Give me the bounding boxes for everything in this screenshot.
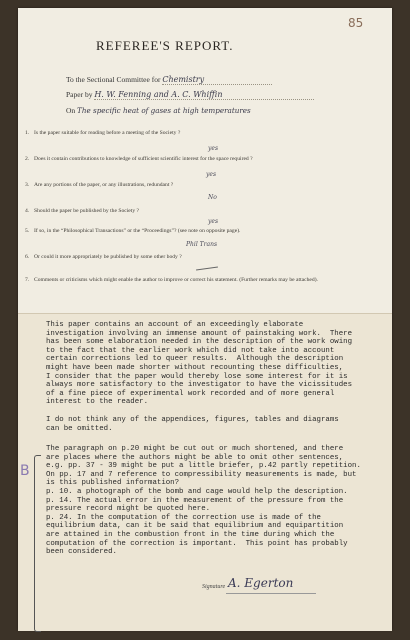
paper-by-value: H. W. Fenning and A. C. Whiffin xyxy=(94,90,314,100)
paper-on-label: On xyxy=(66,106,76,115)
question-text: Comments or criticisms which might enable the author to improve or correct his statement. (Further remarks may be attached). xyxy=(34,277,318,283)
margin-bracket xyxy=(34,455,41,632)
question-5: 5. If so, in the “Philosophical Transactions” or the “Proceedings”? (see note on opposite page). xyxy=(25,228,241,234)
question-text: If so, in the “Philosophical Transactions” or the “Proceedings”? (see note on opposite page). xyxy=(34,228,241,234)
margin-mark: B xyxy=(20,463,30,479)
question-1: 1. Is the paper suitable for reading before a meeting of the Society ? xyxy=(25,130,181,136)
signature-value: A. Egerton xyxy=(228,576,294,590)
answer-4: yes xyxy=(208,218,219,225)
report-paragraph-3: The paragraph on p.20 might be cut out or much shortened, and there are places where the authors might be able to omit other sentences, e.g. pp. 37 - 39 might be put a little briefer, p.42 partly repetition. On pp. 17 and 7 reference to compressibility measurements is made, but is this published information? p. 10. a photograph of the bomb and cage would help the description. p. 14. The actual error in the measurement of the pressure from the pressure record might be quoted here. p. 24. In the computation of the correction use is made of the equilibrium data, can it be said that equilibrium and equipartition are attained in the combustion front in the time during which the computation of the correction is important. This point has probably been considered. xyxy=(46,445,361,557)
answer-5: Phil Trans xyxy=(186,241,218,248)
signature-label: Signature xyxy=(202,584,226,590)
answer-2: yes xyxy=(206,171,217,178)
committee-label: To the Sectional Committee for xyxy=(66,75,161,84)
question-text: Is the paper suitable for reading before a meeting of the Society ? xyxy=(34,130,181,136)
question-7: 7. Comments or criticisms which might enable the author to improve or correct his statement. (Further remarks may be attached). xyxy=(25,277,318,283)
question-text: Should the paper be published by the Society ? xyxy=(34,208,140,214)
committee-field xyxy=(66,75,272,85)
paper-by-field xyxy=(66,90,314,100)
question-text: Does it contain contributions to knowledge of sufficient scientific interest for the space required ? xyxy=(34,156,253,162)
paper-by-label: Paper by xyxy=(66,90,93,99)
page-title: REFEREE'S REPORT. xyxy=(96,38,234,53)
question-2: 2. Does it contain contributions to knowledge of sufficient scientific interest for the space required ? xyxy=(25,156,253,162)
question-text: Are any portions of the paper, or any illustrations, redundant ? xyxy=(34,182,174,188)
answer-3: No xyxy=(208,194,217,201)
report-paragraph-2: I do not think any of the appendices, figures, tables and diagrams can be omitted. xyxy=(46,416,339,433)
answer-1: yes xyxy=(208,145,219,152)
committee-value: Chemistry xyxy=(162,75,272,85)
question-6: 6. Or could it more appropriately be published by some other body ? xyxy=(25,254,182,260)
question-3: 3. Are any portions of the paper, or any illustrations, redundant ? xyxy=(25,182,174,188)
signature-line xyxy=(226,593,316,594)
folio-number: 85 xyxy=(348,16,364,30)
report-paragraph-1: This paper contains an account of an exceedingly elaborate investigation involving an immense amount of painstaking work. There has been some elaboration needed in the description of the work owing to the fact that the earlier work which did not take into account certain corrections led to queer results. Although the description might have been made shorter without recounting these difficulties, I consider that the paper would thereby lose some interest for it is always more satisfactory to the investigator to have the vicissitudes of a fine piece of experimental work recorded and of more general interest to the reader. xyxy=(46,321,353,407)
paper-on-value: The specific heat of gases at high temperatures xyxy=(77,106,251,115)
paper-on-field xyxy=(66,106,366,115)
question-4: 4. Should the paper be published by the Society ? xyxy=(25,208,140,214)
question-text: Or could it more appropriately be published by some other body ? xyxy=(34,254,182,260)
